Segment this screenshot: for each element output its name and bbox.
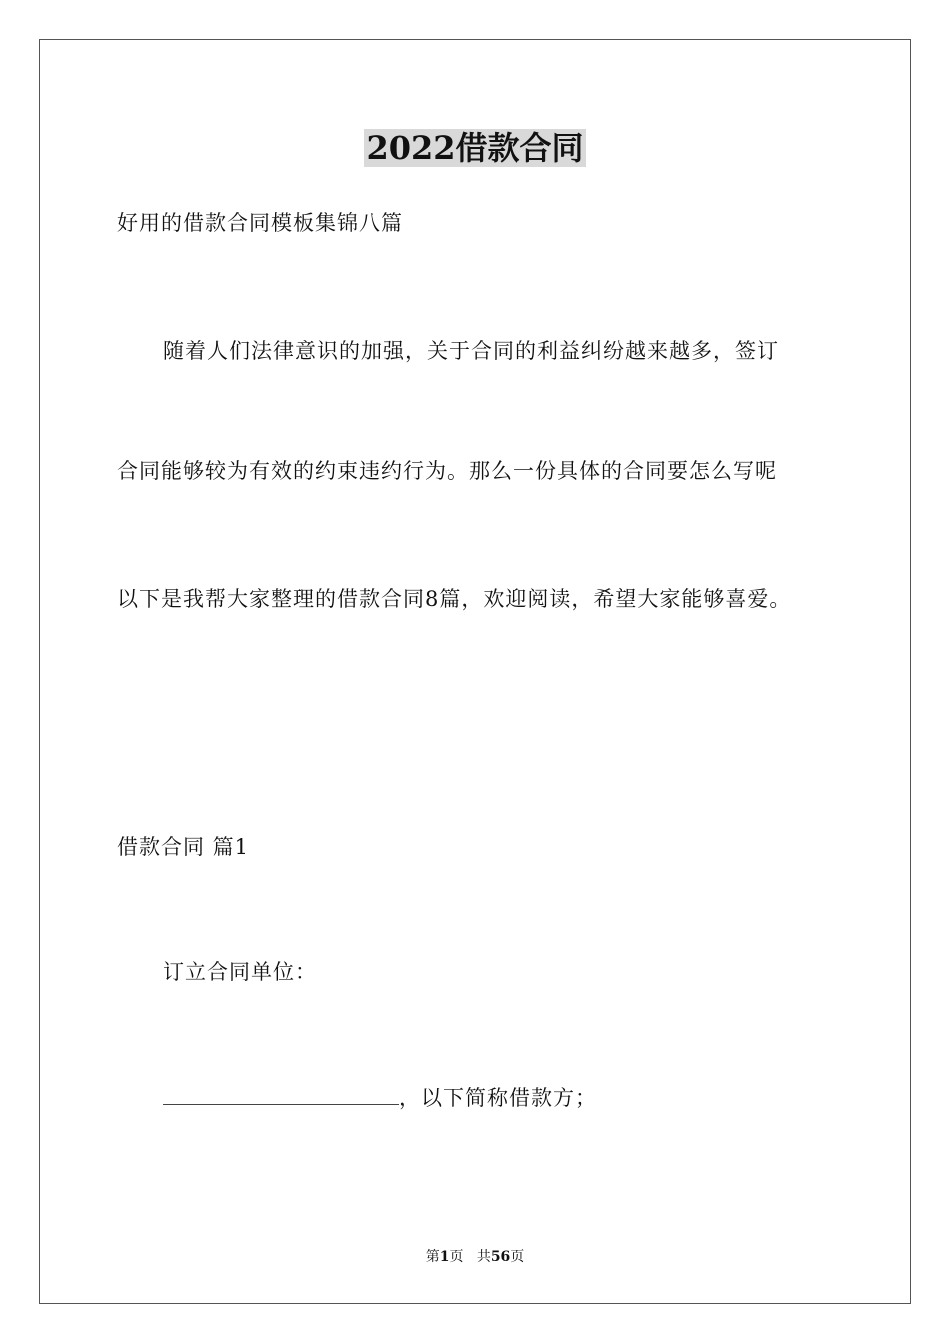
borrower-suffix: ，以下简称借款方；	[399, 1086, 597, 1110]
footer-total-prefix: 共	[476, 1249, 491, 1265]
footer-total-pages: 56	[490, 1249, 511, 1265]
document-title-text: 2022借款合同	[366, 129, 584, 167]
page-footer	[0, 1247, 950, 1267]
footer-total-suffix: 页	[510, 1249, 525, 1265]
contract-unit-label: 订立合同单位：	[163, 960, 317, 984]
intro-line-1: 随着人们法律意识的加强，关于合同的利益纠纷越来越多，签订	[163, 339, 779, 363]
intro-line-2: 合同能够较为有效的约束违约行为。那么一份具体的合同要怎么写呢	[117, 459, 777, 483]
borrower-blank-field	[163, 1082, 399, 1105]
section-heading: 借款合同 篇1	[117, 835, 250, 859]
footer-page-number: 1	[439, 1249, 450, 1265]
borrower-line	[163, 1082, 597, 1113]
document-subtitle: 好用的借款合同模板集锦八篇	[117, 211, 403, 235]
intro-line-3: 以下是我帮大家整理的借款合同8篇，欢迎阅读，希望大家能够喜爱。	[117, 587, 792, 611]
footer-page-prefix: 第	[425, 1249, 440, 1265]
footer-page-suffix: 页	[449, 1249, 464, 1265]
document-title	[0, 126, 950, 170]
